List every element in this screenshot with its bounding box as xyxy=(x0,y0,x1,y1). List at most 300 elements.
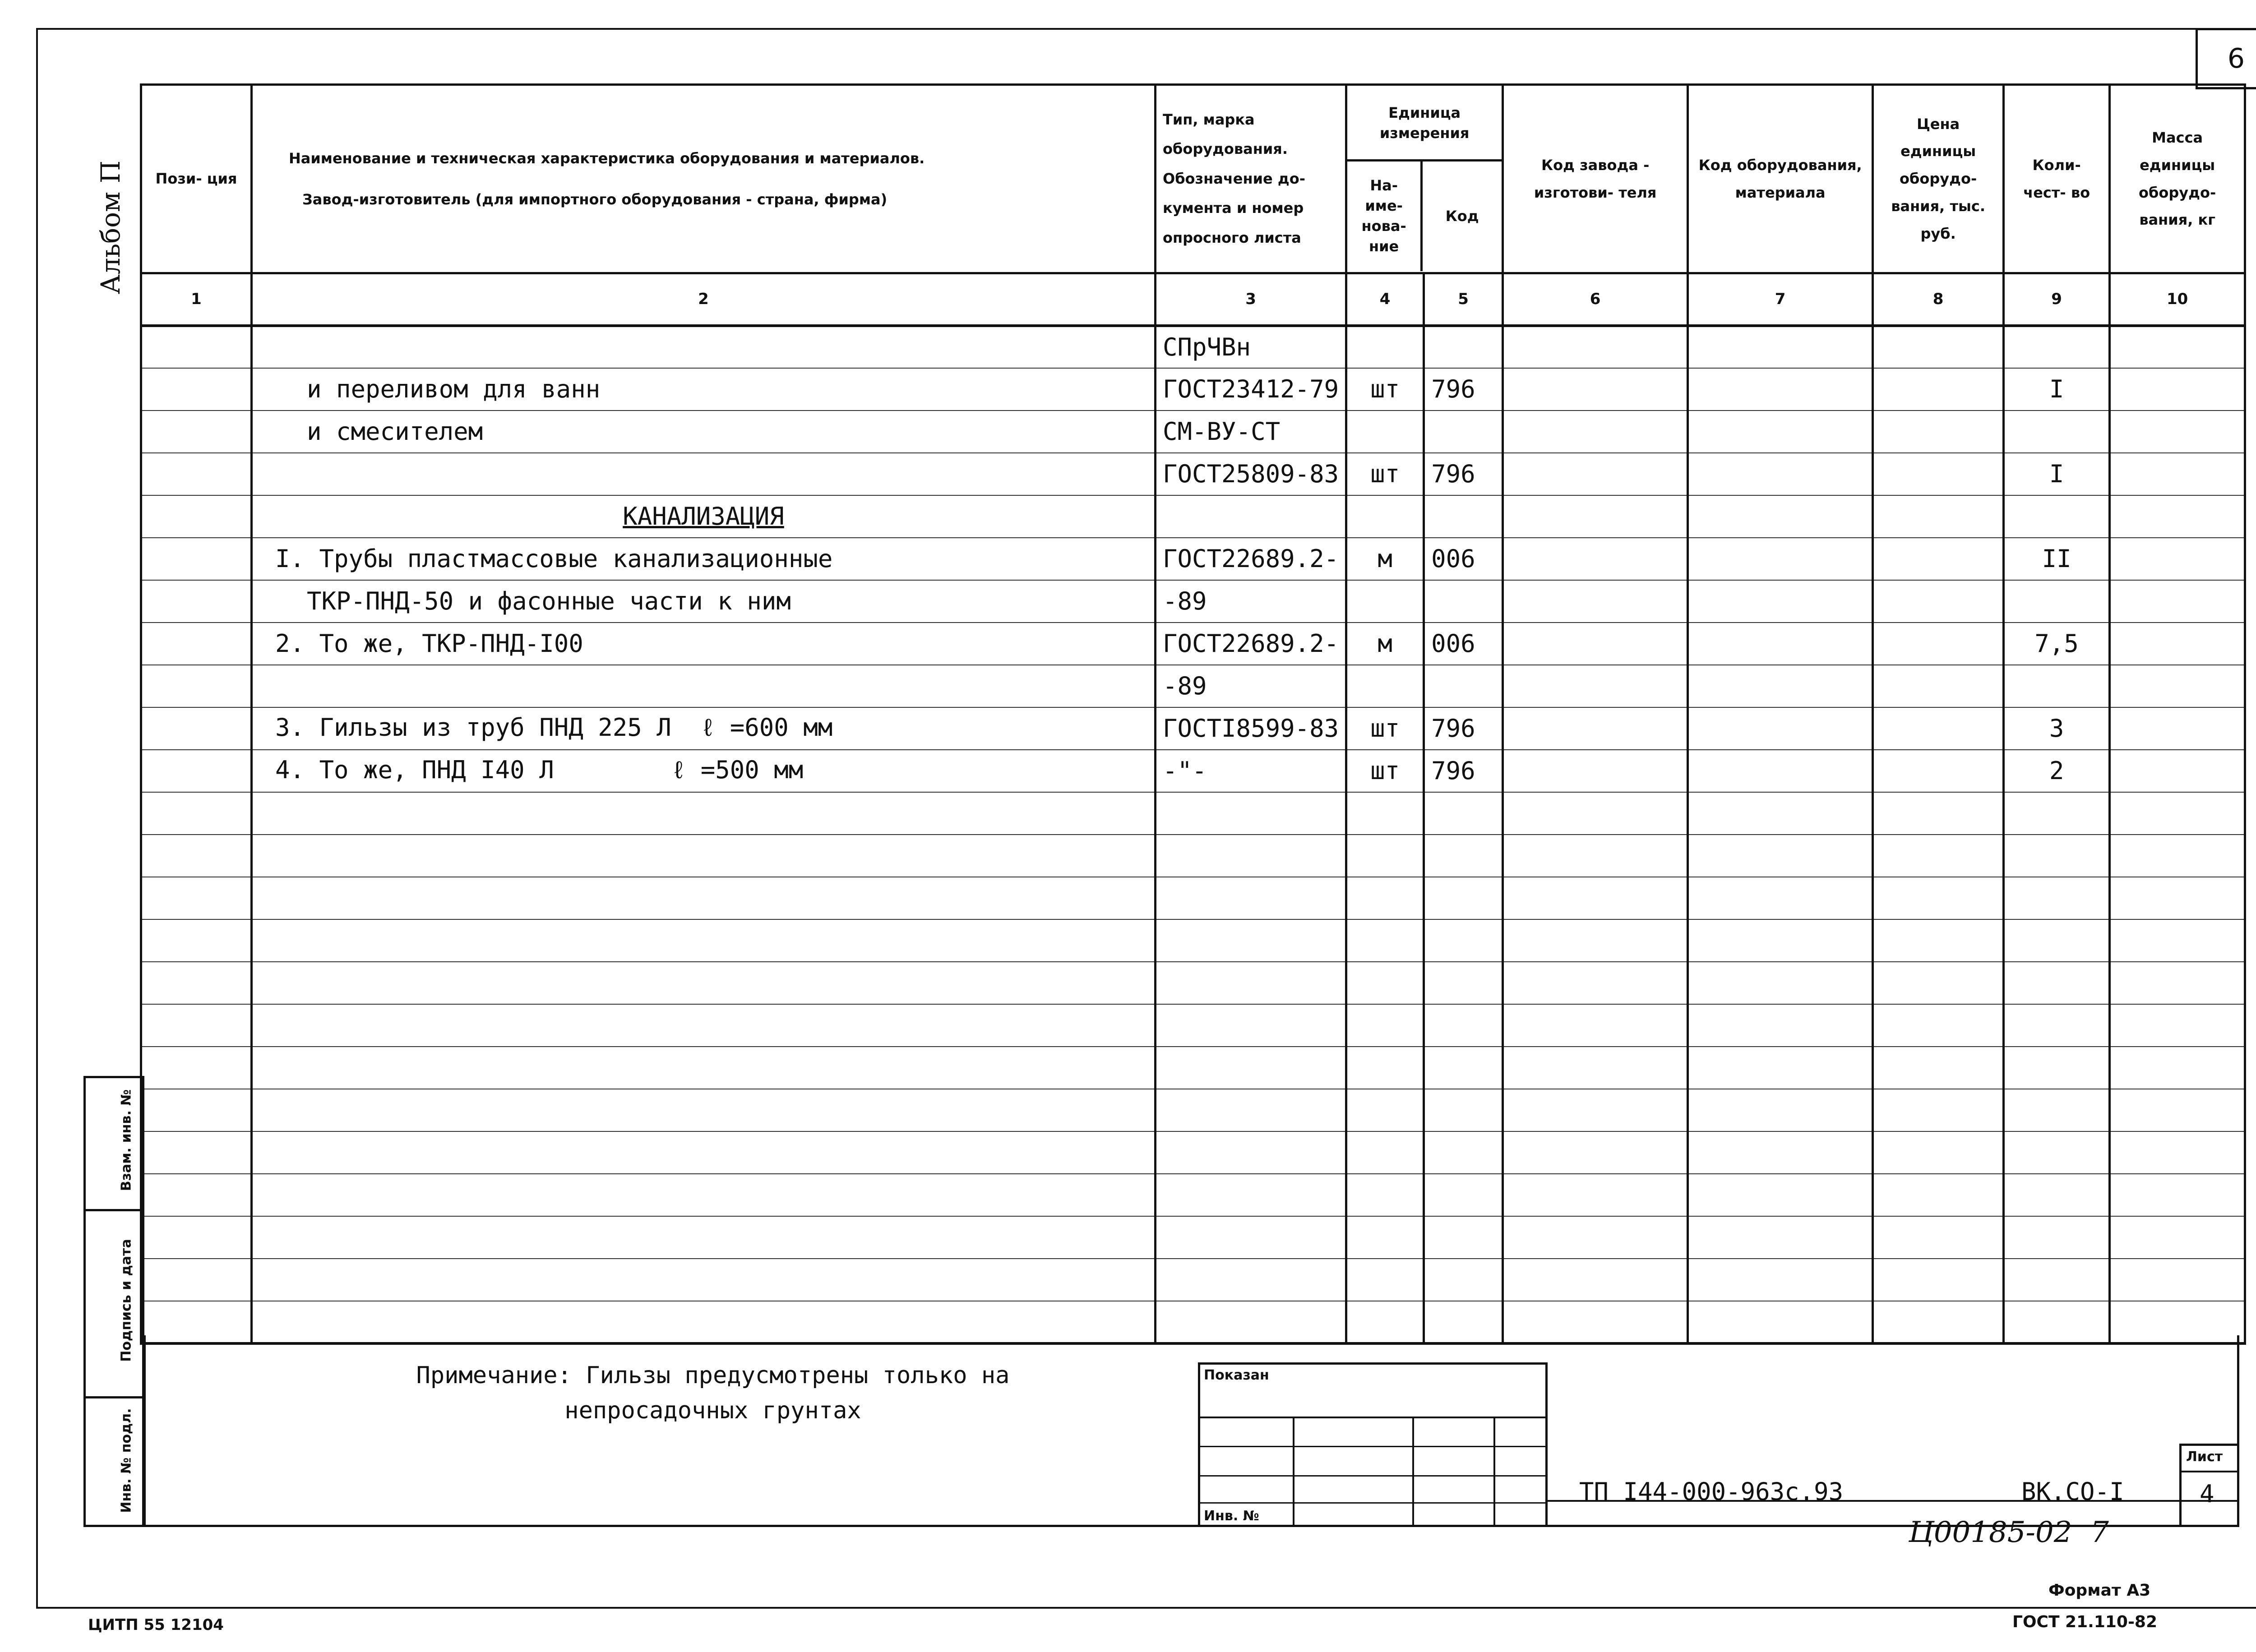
header-position: Пози- ция xyxy=(141,85,252,273)
cell-name: ТКР-ПНД-50 и фасонные части к ним xyxy=(252,580,1156,623)
col-number: 1 xyxy=(141,273,252,326)
column-number-row xyxy=(141,273,2245,326)
cell-factory-code xyxy=(1503,411,1688,453)
cell-quantity xyxy=(2004,1131,2110,1174)
cell-code xyxy=(1424,1259,1503,1301)
cell-equipment-code xyxy=(1688,453,1873,495)
cell-position xyxy=(141,750,252,792)
note-line1: Примечание: Гильзы предусмотрены только на xyxy=(416,1362,1010,1389)
cell-name: и переливом для ванн xyxy=(252,368,1156,411)
cell-price xyxy=(1873,623,2004,665)
cell-price xyxy=(1873,1174,2004,1216)
cell-price xyxy=(1873,411,2004,453)
cell-type: СПрЧВн xyxy=(1156,326,1346,368)
table-row xyxy=(141,750,2245,792)
cell-price xyxy=(1873,962,2004,1004)
col-number: 8 xyxy=(1873,273,2004,326)
cell-factory-code xyxy=(1503,538,1688,580)
cell-unit: м xyxy=(1346,538,1424,580)
cell-quantity: 2 xyxy=(2004,750,2110,792)
cell-factory-code xyxy=(1503,707,1688,750)
footer-left: ЦИТП 55 12104 xyxy=(88,1616,224,1634)
cell-mass xyxy=(2110,835,2245,877)
cell-name xyxy=(252,453,1156,495)
note xyxy=(352,1358,1074,1428)
cell-factory-code xyxy=(1503,665,1688,707)
cell-equipment-code xyxy=(1688,1004,1873,1047)
cell-price xyxy=(1873,326,2004,368)
cell-price xyxy=(1873,453,2004,495)
cell-code xyxy=(1424,919,1503,962)
cell-equipment-code xyxy=(1688,792,1873,835)
cell-equipment-code xyxy=(1688,368,1873,411)
cell-price xyxy=(1873,495,2004,538)
cell-position xyxy=(141,665,252,707)
cell-position xyxy=(141,1174,252,1216)
col-number: 10 xyxy=(2110,273,2245,326)
table-row-empty xyxy=(141,1259,2245,1301)
cell-position xyxy=(141,1047,252,1089)
cell-position xyxy=(141,962,252,1004)
cell-type xyxy=(1156,1216,1346,1259)
cell-name: 3. Гильзы из труб ПНД 225 Л ℓ =600 мм xyxy=(252,707,1156,750)
header-factory-code: Код завода - изготови- теля xyxy=(1503,85,1688,273)
cell-code xyxy=(1424,1004,1503,1047)
cell-name xyxy=(252,877,1156,919)
cell-mass xyxy=(2110,919,2245,962)
header-unit-name: На- име- нова- ние xyxy=(1347,162,1423,271)
album-label: Альбом П xyxy=(95,160,126,295)
cell-quantity xyxy=(2004,1047,2110,1089)
cell-mass xyxy=(2110,1047,2245,1089)
cell-code xyxy=(1424,665,1503,707)
table-row-empty xyxy=(141,1216,2245,1259)
cell-factory-code xyxy=(1503,1259,1688,1301)
header-name xyxy=(252,85,1156,273)
cell-mass xyxy=(2110,1089,2245,1131)
cell-name xyxy=(252,919,1156,962)
cell-factory-code xyxy=(1503,792,1688,835)
cell-mass xyxy=(2110,623,2245,665)
cell-unit: шт xyxy=(1346,368,1424,411)
cell-price xyxy=(1873,835,2004,877)
table-row-empty xyxy=(141,835,2245,877)
cell-code xyxy=(1424,1089,1503,1131)
cell-unit xyxy=(1346,665,1424,707)
cell-quantity: II xyxy=(2004,538,2110,580)
cell-price xyxy=(1873,580,2004,623)
cell-equipment-code xyxy=(1688,707,1873,750)
col-number: 3 xyxy=(1156,273,1346,326)
header-unit xyxy=(1346,85,1503,273)
cell-type xyxy=(1156,835,1346,877)
cell-equipment-code xyxy=(1688,580,1873,623)
cell-code xyxy=(1424,326,1503,368)
cell-name xyxy=(252,1004,1156,1047)
cell-quantity: 7,5 xyxy=(2004,623,2110,665)
cell-unit: шт xyxy=(1346,707,1424,750)
cell-unit xyxy=(1346,580,1424,623)
cell-quantity xyxy=(2004,1216,2110,1259)
cell-quantity xyxy=(2004,919,2110,962)
cell-price xyxy=(1873,707,2004,750)
cell-price xyxy=(1873,1259,2004,1301)
cell-type: ГОСТ25809-83 xyxy=(1156,453,1346,495)
cell-equipment-code xyxy=(1688,1089,1873,1131)
cell-factory-code xyxy=(1503,1047,1688,1089)
cell-code xyxy=(1424,1216,1503,1259)
cell-position xyxy=(141,580,252,623)
cell-quantity: 3 xyxy=(2004,707,2110,750)
cell-quantity xyxy=(2004,877,2110,919)
cell-price xyxy=(1873,1004,2004,1047)
header-quantity: Коли- чест- во xyxy=(2004,85,2110,273)
cell-name xyxy=(252,665,1156,707)
cell-mass xyxy=(2110,750,2245,792)
cell-price xyxy=(1873,1047,2004,1089)
cell-price xyxy=(1873,1089,2004,1131)
cell-code: 796 xyxy=(1424,707,1503,750)
cell-mass xyxy=(2110,1216,2245,1259)
cell-mass xyxy=(2110,707,2245,750)
header-unit-code: Код xyxy=(1445,207,1479,225)
cell-position xyxy=(141,538,252,580)
cell-position xyxy=(141,495,252,538)
cell-name xyxy=(252,1174,1156,1216)
cell-factory-code xyxy=(1503,623,1688,665)
cell-mass xyxy=(2110,1259,2245,1301)
cell-price xyxy=(1873,538,2004,580)
cell-quantity: I xyxy=(2004,453,2110,495)
cell-mass xyxy=(2110,665,2245,707)
cell-equipment-code xyxy=(1688,877,1873,919)
table-row-empty xyxy=(141,1004,2245,1047)
cell-mass xyxy=(2110,877,2245,919)
cell-unit xyxy=(1346,962,1424,1004)
cell-type: -89 xyxy=(1156,665,1346,707)
cell-price xyxy=(1873,1131,2004,1174)
cell-mass xyxy=(2110,580,2245,623)
cell-type xyxy=(1156,1089,1346,1131)
cell-code xyxy=(1424,580,1503,623)
cell-unit xyxy=(1346,1004,1424,1047)
cell-factory-code xyxy=(1503,835,1688,877)
cell-quantity xyxy=(2004,580,2110,623)
cell-type xyxy=(1156,1047,1346,1089)
cell-name: КАНАЛИЗАЦИЯ xyxy=(252,495,1156,538)
cell-code: 006 xyxy=(1424,538,1503,580)
header-name-line1: Наименование и техническая характеристика оборудования и материалов. xyxy=(289,149,925,167)
cell-equipment-code xyxy=(1688,1131,1873,1174)
cell-position xyxy=(141,1216,252,1259)
cell-code xyxy=(1424,792,1503,835)
cell-position xyxy=(141,792,252,835)
table-row xyxy=(141,707,2245,750)
list-number: 4 xyxy=(2200,1480,2214,1508)
cell-quantity xyxy=(2004,1174,2110,1216)
cell-factory-code xyxy=(1503,326,1688,368)
cell-unit xyxy=(1346,835,1424,877)
table-row xyxy=(141,326,2245,368)
cell-factory-code xyxy=(1503,962,1688,1004)
cell-equipment-code xyxy=(1688,962,1873,1004)
cell-type: ГОСТ22689.2- xyxy=(1156,538,1346,580)
stamp-pokazan: Показан xyxy=(1204,1367,1269,1383)
cell-mass xyxy=(2110,792,2245,835)
cell-mass xyxy=(2110,1174,2245,1216)
cell-name xyxy=(252,326,1156,368)
cell-equipment-code xyxy=(1688,1259,1873,1301)
cell-equipment-code xyxy=(1688,1174,1873,1216)
cell-unit xyxy=(1346,1216,1424,1259)
cell-position xyxy=(141,835,252,877)
cell-name xyxy=(252,1259,1156,1301)
footer-gost: ГОСТ 21.110-82 xyxy=(2012,1613,2158,1631)
cell-code: 796 xyxy=(1424,368,1503,411)
side-stamp-podpis: Подпись и дата xyxy=(83,1209,144,1398)
cell-price xyxy=(1873,750,2004,792)
cell-factory-code xyxy=(1503,368,1688,411)
cell-factory-code xyxy=(1503,877,1688,919)
cell-quantity xyxy=(2004,1089,2110,1131)
cell-factory-code xyxy=(1503,1004,1688,1047)
col-number: 6 xyxy=(1503,273,1688,326)
col-number: 5 xyxy=(1424,273,1503,326)
cell-code xyxy=(1424,1174,1503,1216)
table-row xyxy=(141,411,2245,453)
cell-factory-code xyxy=(1503,495,1688,538)
doc-mark: ВК.СО-I xyxy=(2021,1477,2124,1506)
cell-quantity xyxy=(2004,1259,2110,1301)
table-row-empty xyxy=(141,1174,2245,1216)
table-row-empty xyxy=(141,877,2245,919)
sheet-corner-number: 6 xyxy=(2196,28,2256,89)
cell-type xyxy=(1156,1004,1346,1047)
header-unit-sub xyxy=(1347,162,1502,271)
cell-position xyxy=(141,1089,252,1131)
list-label: Лист xyxy=(2186,1449,2223,1465)
cell-name: 2. То же, ТКР-ПНД-I00 xyxy=(252,623,1156,665)
cell-position xyxy=(141,1004,252,1047)
cell-price xyxy=(1873,368,2004,411)
cell-equipment-code xyxy=(1688,411,1873,453)
stamp-block xyxy=(1198,1362,1548,1527)
cell-mass xyxy=(2110,326,2245,368)
cell-factory-code xyxy=(1503,919,1688,962)
header-name-line2: Завод-изготовитель (для импортного оборудования - страна, фирма) xyxy=(302,190,888,208)
cell-quantity xyxy=(2004,835,2110,877)
cell-code: 796 xyxy=(1424,750,1503,792)
cell-position xyxy=(141,919,252,962)
col-number: 4 xyxy=(1346,273,1424,326)
header-mass: Масса единицы оборудо- вания, кг xyxy=(2110,85,2245,273)
cell-type xyxy=(1156,1174,1346,1216)
cell-type: -"- xyxy=(1156,750,1346,792)
cell-name xyxy=(252,1047,1156,1089)
cell-unit xyxy=(1346,919,1424,962)
cell-equipment-code xyxy=(1688,623,1873,665)
cell-type xyxy=(1156,919,1346,962)
stamp-inv-no: Инв. № xyxy=(1204,1508,1259,1524)
header-price: Цена единицы оборудо- вания, тыс. руб. xyxy=(1873,85,2004,273)
cell-code: 006 xyxy=(1424,623,1503,665)
cell-code xyxy=(1424,1131,1503,1174)
footer-format: Формат А3 xyxy=(2048,1581,2151,1600)
table-row xyxy=(141,538,2245,580)
table-row xyxy=(141,623,2245,665)
side-stamp-inv: Инв. № подл. xyxy=(83,1396,144,1527)
cell-type xyxy=(1156,877,1346,919)
cell-mass xyxy=(2110,453,2245,495)
cell-unit: м xyxy=(1346,623,1424,665)
table-row-empty xyxy=(141,962,2245,1004)
cell-unit xyxy=(1346,326,1424,368)
cell-mass xyxy=(2110,1131,2245,1174)
header-type: Тип, марка оборудования. Обозначение до- кумента и номер опросного листа xyxy=(1156,85,1346,273)
cell-code xyxy=(1424,495,1503,538)
cell-name xyxy=(252,962,1156,1004)
cell-mass xyxy=(2110,368,2245,411)
specification-table xyxy=(140,83,2246,1345)
cell-position xyxy=(141,623,252,665)
note-line2: непросадочных грунтах xyxy=(564,1397,861,1424)
cell-unit xyxy=(1346,1174,1424,1216)
cell-factory-code xyxy=(1503,1131,1688,1174)
cell-code xyxy=(1424,1047,1503,1089)
cell-factory-code xyxy=(1503,750,1688,792)
cell-equipment-code xyxy=(1688,750,1873,792)
col-number: 2 xyxy=(252,273,1156,326)
table-row-empty xyxy=(141,792,2245,835)
side-stamp-vzam: Взам. инв. № xyxy=(83,1076,144,1211)
cell-quantity xyxy=(2004,962,2110,1004)
cell-unit xyxy=(1346,1131,1424,1174)
cell-code xyxy=(1424,835,1503,877)
cell-quantity xyxy=(2004,326,2110,368)
cell-code xyxy=(1424,411,1503,453)
doc-code: ТП I44-000-963с.93 xyxy=(1579,1477,1844,1506)
cell-type: ГОСТ23412-79 xyxy=(1156,368,1346,411)
cell-position xyxy=(141,1131,252,1174)
cell-equipment-code xyxy=(1688,919,1873,962)
cell-mass xyxy=(2110,538,2245,580)
table-row xyxy=(141,368,2245,411)
cell-position xyxy=(141,707,252,750)
cell-type: ГОСТ22689.2- xyxy=(1156,623,1346,665)
cell-quantity xyxy=(2004,495,2110,538)
cell-code xyxy=(1424,962,1503,1004)
cell-position xyxy=(141,411,252,453)
cell-name xyxy=(252,1089,1156,1131)
table-row xyxy=(141,665,2245,707)
table-row-empty xyxy=(141,1131,2245,1174)
cell-type xyxy=(1156,792,1346,835)
cell-unit: шт xyxy=(1346,453,1424,495)
cell-position xyxy=(141,368,252,411)
cell-equipment-code xyxy=(1688,1216,1873,1259)
cell-name xyxy=(252,792,1156,835)
cell-equipment-code xyxy=(1688,835,1873,877)
table-row-empty xyxy=(141,1089,2245,1131)
header-equipment-code: Код оборудования, материала xyxy=(1688,85,1873,273)
specification-body xyxy=(141,326,2245,1343)
cell-quantity xyxy=(2004,792,2110,835)
cell-mass xyxy=(2110,411,2245,453)
cell-unit xyxy=(1346,792,1424,835)
cell-price xyxy=(1873,1216,2004,1259)
cell-position xyxy=(141,877,252,919)
cell-mass xyxy=(2110,1004,2245,1047)
cell-type: СМ-ВУ-СТ xyxy=(1156,411,1346,453)
cell-unit xyxy=(1346,877,1424,919)
cell-type xyxy=(1156,495,1346,538)
table-row xyxy=(141,580,2245,623)
cell-quantity xyxy=(2004,665,2110,707)
cell-name xyxy=(252,1216,1156,1259)
cell-name: 4. То же, ПНД I40 Л ℓ =500 мм xyxy=(252,750,1156,792)
cell-factory-code xyxy=(1503,1174,1688,1216)
table-row-empty xyxy=(141,1047,2245,1089)
cell-price xyxy=(1873,792,2004,835)
cell-equipment-code xyxy=(1688,665,1873,707)
header-row xyxy=(141,85,2245,273)
cell-position xyxy=(141,453,252,495)
cell-unit xyxy=(1346,1089,1424,1131)
cell-quantity xyxy=(2004,411,2110,453)
cell-mass xyxy=(2110,495,2245,538)
cell-unit xyxy=(1346,495,1424,538)
cell-factory-code xyxy=(1503,580,1688,623)
cell-unit xyxy=(1346,1259,1424,1301)
cell-type xyxy=(1156,1131,1346,1174)
header-unit-title: Единица измерения xyxy=(1347,87,1502,162)
cell-price xyxy=(1873,665,2004,707)
cell-price xyxy=(1873,877,2004,919)
cell-quantity xyxy=(2004,1004,2110,1047)
cell-price xyxy=(1873,919,2004,962)
cell-name: и смесителем xyxy=(252,411,1156,453)
cell-equipment-code xyxy=(1688,326,1873,368)
cell-name xyxy=(252,1131,1156,1174)
cell-code xyxy=(1424,877,1503,919)
cell-type xyxy=(1156,962,1346,1004)
cell-unit: шт xyxy=(1346,750,1424,792)
cell-type: ГОСТI8599-83 xyxy=(1156,707,1346,750)
cell-factory-code xyxy=(1503,453,1688,495)
cell-name: I. Трубы пластмассовые канализационные xyxy=(252,538,1156,580)
cell-quantity: I xyxy=(2004,368,2110,411)
table-row xyxy=(141,495,2245,538)
cell-equipment-code xyxy=(1688,1047,1873,1089)
cell-unit xyxy=(1346,1047,1424,1089)
cell-factory-code xyxy=(1503,1089,1688,1131)
cell-name xyxy=(252,835,1156,877)
cell-position xyxy=(141,1259,252,1301)
cell-factory-code xyxy=(1503,1216,1688,1259)
col-number: 7 xyxy=(1688,273,1873,326)
col-number: 9 xyxy=(2004,273,2110,326)
table-row xyxy=(141,453,2245,495)
cell-position xyxy=(141,326,252,368)
cell-type: -89 xyxy=(1156,580,1346,623)
cell-mass xyxy=(2110,962,2245,1004)
cell-equipment-code xyxy=(1688,495,1873,538)
table-row-empty xyxy=(141,919,2245,962)
handwritten-number: Ц00185-02 7 xyxy=(1909,1516,2109,1549)
cell-equipment-code xyxy=(1688,538,1873,580)
cell-code: 796 xyxy=(1424,453,1503,495)
cell-type xyxy=(1156,1259,1346,1301)
